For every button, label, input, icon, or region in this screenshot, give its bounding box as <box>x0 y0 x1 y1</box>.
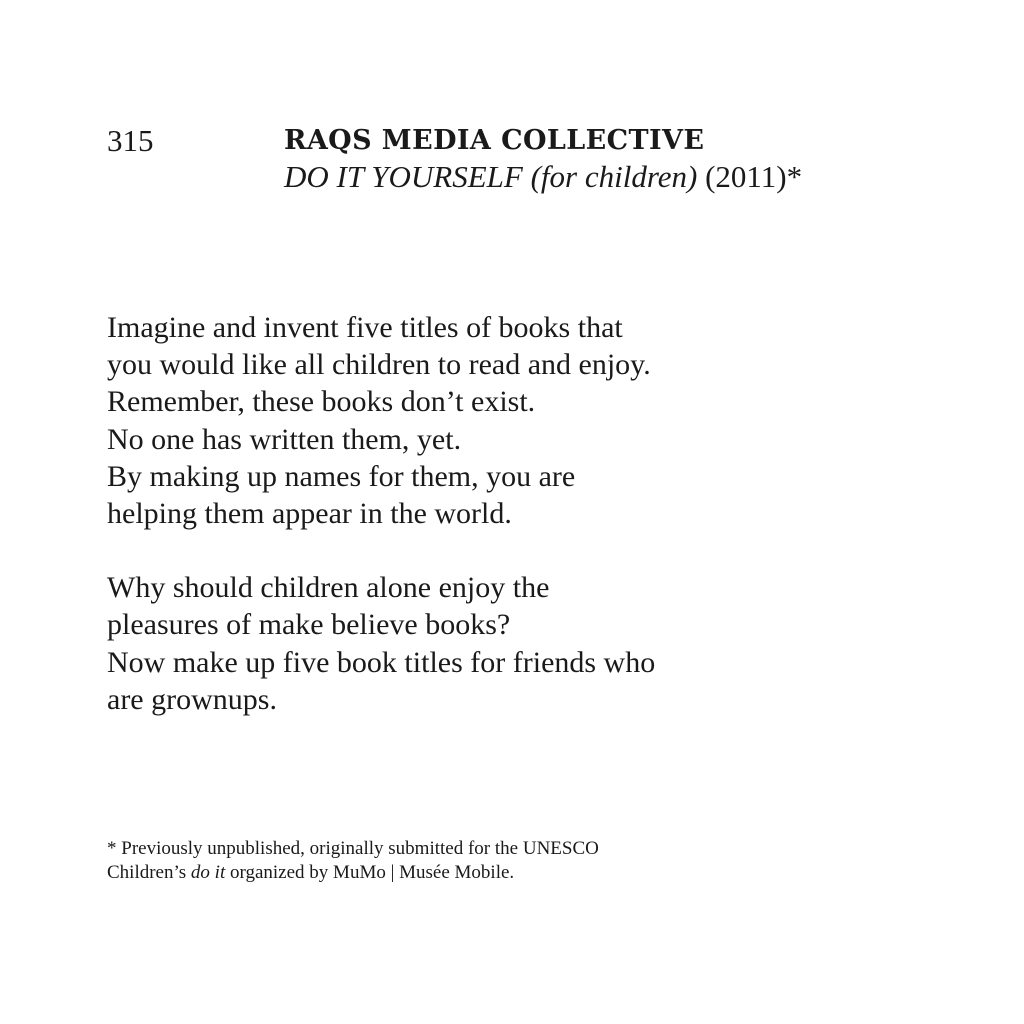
text-line: By making up names for them, you are <box>107 459 576 493</box>
text-line: Imagine and invent five titles of books that <box>107 311 623 344</box>
stanza-2 <box>107 569 655 718</box>
text-line: Now make up five book titles for friends who <box>107 645 656 679</box>
text-line: No one has written them, yet. <box>107 422 462 456</box>
artist-name: RAQS MEDIA COLLECTIVE <box>284 125 705 156</box>
work-title-year: (2011)* <box>697 159 803 194</box>
page-number: 315 <box>107 123 154 158</box>
footnote-line-2 <box>107 861 599 885</box>
text-line: are grownups. <box>107 682 277 716</box>
text-line: helping them appear in the world. <box>107 497 512 531</box>
text-line: Why should children alone enjoy the <box>107 571 550 605</box>
footnote-line-1: * Previously unpublished, originally submitted for the UNESCO <box>107 838 599 859</box>
work-title-italic: DO IT YOURSELF (for children) <box>284 159 698 194</box>
text-line: Remember, these books don’t exist. <box>107 385 536 419</box>
footnote-italic: do it <box>190 862 226 883</box>
instruction-text <box>107 309 655 718</box>
work-title <box>284 159 802 195</box>
text-line: pleasures of make believe books? <box>107 608 511 642</box>
footnote <box>107 837 599 885</box>
footnote-text: Children’s <box>107 862 191 883</box>
text-line: you would like all children to read and enjoy. <box>107 348 651 382</box>
page-header <box>284 123 802 195</box>
stanza-1 <box>107 309 655 532</box>
footnote-text: organized by MuMo | Musée Mobile. <box>225 862 515 883</box>
